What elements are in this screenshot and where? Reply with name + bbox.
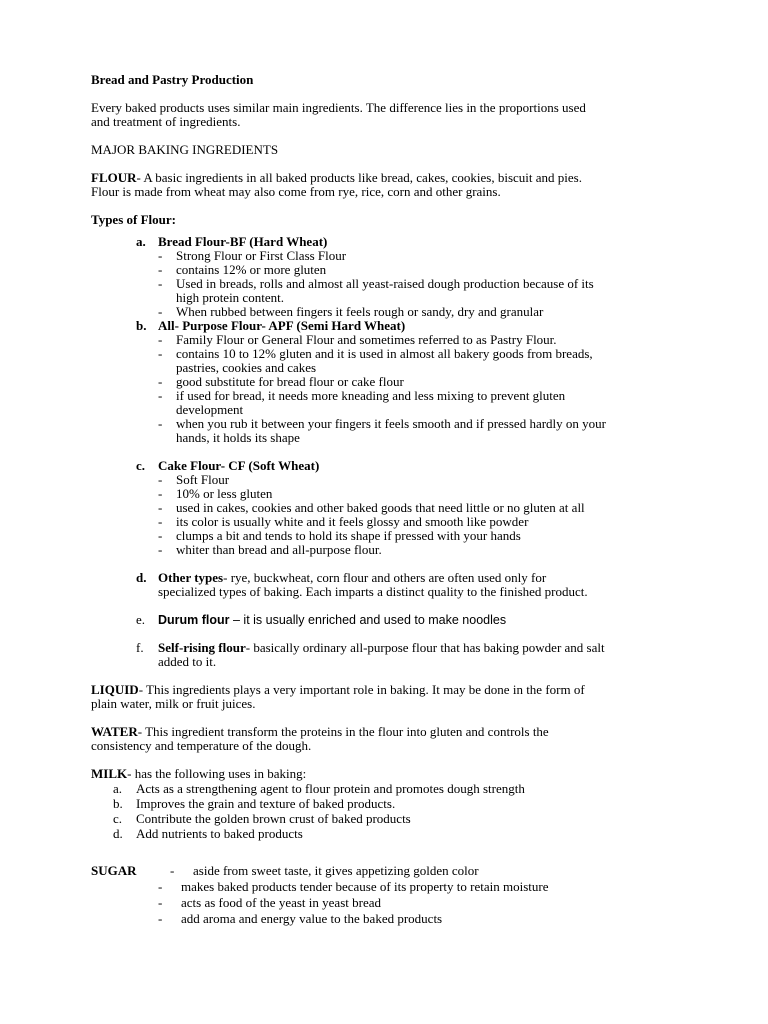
list-item: Contribute the golden brown crust of baked products bbox=[136, 811, 411, 826]
list-marker: e. bbox=[136, 612, 146, 627]
term-sugar: SUGAR bbox=[91, 863, 137, 878]
term-water: WATER bbox=[91, 724, 138, 739]
section-heading: MAJOR BAKING INGREDIENTS bbox=[91, 142, 279, 157]
other-types-text: specialized types of baking. Each imparts a distinct quality to the finished product. bbox=[158, 584, 588, 599]
list-item: used in cakes, cookies and other baked goods that need little or no gluten at all bbox=[176, 500, 585, 515]
water-text: - This ingredient transform the proteins in the flour into gluten and controls the bbox=[137, 724, 549, 739]
self-rising-text: added to it. bbox=[158, 654, 217, 669]
liquid-paragraph bbox=[91, 683, 585, 697]
durum-paragraph bbox=[158, 613, 506, 627]
dash-bullet: - bbox=[158, 528, 163, 543]
liquid-text: plain water, milk or fruit juices. bbox=[91, 696, 256, 711]
dash-bullet: - bbox=[158, 514, 163, 529]
list-marker: a. bbox=[136, 234, 146, 249]
list-item: whiter than bread and all-purpose flour. bbox=[176, 542, 382, 557]
self-rising-text: - basically ordinary all-purpose flour that has baking powder and salt bbox=[245, 640, 605, 655]
dash-bullet: - bbox=[158, 500, 163, 515]
other-types-paragraph bbox=[158, 571, 546, 585]
dash-bullet: - bbox=[158, 248, 163, 263]
list-item: 10% or less gluten bbox=[176, 486, 273, 501]
intro-line: Every baked products uses similar main ingredients. The difference lies in the proportions used bbox=[91, 100, 586, 115]
durum-text: – it is usually enriched and used to make noodles bbox=[229, 613, 507, 627]
list-item: When rubbed between fingers it feels rough or sandy, dry and granular bbox=[176, 304, 544, 319]
list-item: aside from sweet taste, it gives appetizing golden color bbox=[193, 863, 479, 878]
list-item: Family Flour or General Flour and sometimes referred to as Pastry Flour. bbox=[176, 332, 557, 347]
flour-paragraph bbox=[91, 171, 582, 185]
water-paragraph bbox=[91, 725, 549, 739]
cake-flour-heading: Cake Flour- CF (Soft Wheat) bbox=[158, 458, 320, 473]
list-marker: b. bbox=[113, 796, 123, 811]
list-marker: c. bbox=[113, 811, 123, 826]
water-text: consistency and temperature of the dough. bbox=[91, 738, 312, 753]
dash-bullet: - bbox=[158, 416, 163, 431]
term-durum-flour: Durum flour bbox=[158, 613, 230, 627]
dash-bullet: - bbox=[158, 332, 163, 347]
list-item: Acts as a strengthening agent to flour protein and promotes dough strength bbox=[136, 781, 525, 796]
flour-text: - A basic ingredients in all baked products like bread, cakes, cookies, biscuit and pies. bbox=[136, 170, 582, 185]
list-item: high protein content. bbox=[176, 290, 284, 305]
other-types-text: - rye, buckwheat, corn flour and others are often used only for bbox=[223, 570, 547, 585]
term-milk: MILK bbox=[91, 766, 128, 781]
list-marker: d. bbox=[136, 570, 147, 585]
list-marker: d. bbox=[113, 826, 123, 841]
list-item: good substitute for bread flour or cake flour bbox=[176, 374, 404, 389]
list-item: its color is usually white and it feels glossy and smooth like powder bbox=[176, 514, 529, 529]
list-item: contains 10 to 12% gluten and it is used in almost all bakery goods from breads, bbox=[176, 346, 593, 361]
list-marker: c. bbox=[136, 458, 146, 473]
list-item: acts as food of the yeast in yeast bread bbox=[181, 895, 381, 910]
list-item: Strong Flour or First Class Flour bbox=[176, 248, 347, 263]
list-item: Improves the grain and texture of baked products. bbox=[136, 796, 396, 811]
list-item: contains 12% or more gluten bbox=[176, 262, 327, 277]
dash-bullet: - bbox=[158, 304, 163, 319]
intro-line: and treatment of ingredients. bbox=[91, 114, 241, 129]
list-item: when you rub it between your fingers it feels smooth and if pressed hardly on your bbox=[176, 416, 606, 431]
list-item: pastries, cookies and cakes bbox=[176, 360, 317, 375]
dash-bullet: - bbox=[158, 374, 163, 389]
dash-bullet: - bbox=[158, 879, 163, 894]
dash-bullet: - bbox=[158, 895, 163, 910]
milk-text: - has the following uses in baking: bbox=[127, 766, 307, 781]
self-rising-paragraph bbox=[158, 641, 605, 655]
list-item: Add nutrients to baked products bbox=[136, 826, 303, 841]
flour-text: Flour is made from wheat may also come from rye, rice, corn and other grains. bbox=[91, 184, 501, 199]
list-item: Soft Flour bbox=[176, 472, 230, 487]
dash-bullet: - bbox=[170, 863, 175, 878]
term-other-types: Other types bbox=[158, 570, 224, 585]
list-item: Used in breads, rolls and almost all yeast-raised dough production because of its bbox=[176, 276, 594, 291]
list-item: clumps a bit and tends to hold its shape if pressed with your hands bbox=[176, 528, 521, 543]
bread-flour-heading: Bread Flour-BF (Hard Wheat) bbox=[158, 234, 328, 249]
dash-bullet: - bbox=[158, 472, 163, 487]
types-heading: Types of Flour: bbox=[91, 212, 176, 227]
list-item: if used for bread, it needs more kneading and less mixing to prevent gluten bbox=[176, 388, 566, 403]
list-marker: f. bbox=[136, 640, 144, 655]
list-marker: b. bbox=[136, 318, 147, 333]
term-liquid: LIQUID bbox=[91, 682, 139, 697]
ap-flour-heading: All- Purpose Flour- APF (Semi Hard Wheat) bbox=[158, 318, 406, 333]
list-item: development bbox=[176, 402, 244, 417]
dash-bullet: - bbox=[158, 911, 163, 926]
list-item: makes baked products tender because of its property to retain moisture bbox=[181, 879, 549, 894]
term-self-rising-flour: Self-rising flour bbox=[158, 640, 246, 655]
dash-bullet: - bbox=[158, 542, 163, 557]
term-flour: FLOUR bbox=[91, 170, 137, 185]
liquid-text: - This ingredients plays a very important role in baking. It may be done in the form of bbox=[138, 682, 585, 697]
dash-bullet: - bbox=[158, 486, 163, 501]
document-title: Bread and Pastry Production bbox=[91, 72, 254, 87]
dash-bullet: - bbox=[158, 346, 163, 361]
list-item: add aroma and energy value to the baked products bbox=[181, 911, 443, 926]
list-marker: a. bbox=[113, 781, 123, 796]
list-item: hands, it holds its shape bbox=[176, 430, 300, 445]
dash-bullet: - bbox=[158, 262, 163, 277]
dash-bullet: - bbox=[158, 388, 163, 403]
dash-bullet: - bbox=[158, 276, 163, 291]
milk-paragraph bbox=[91, 767, 306, 781]
